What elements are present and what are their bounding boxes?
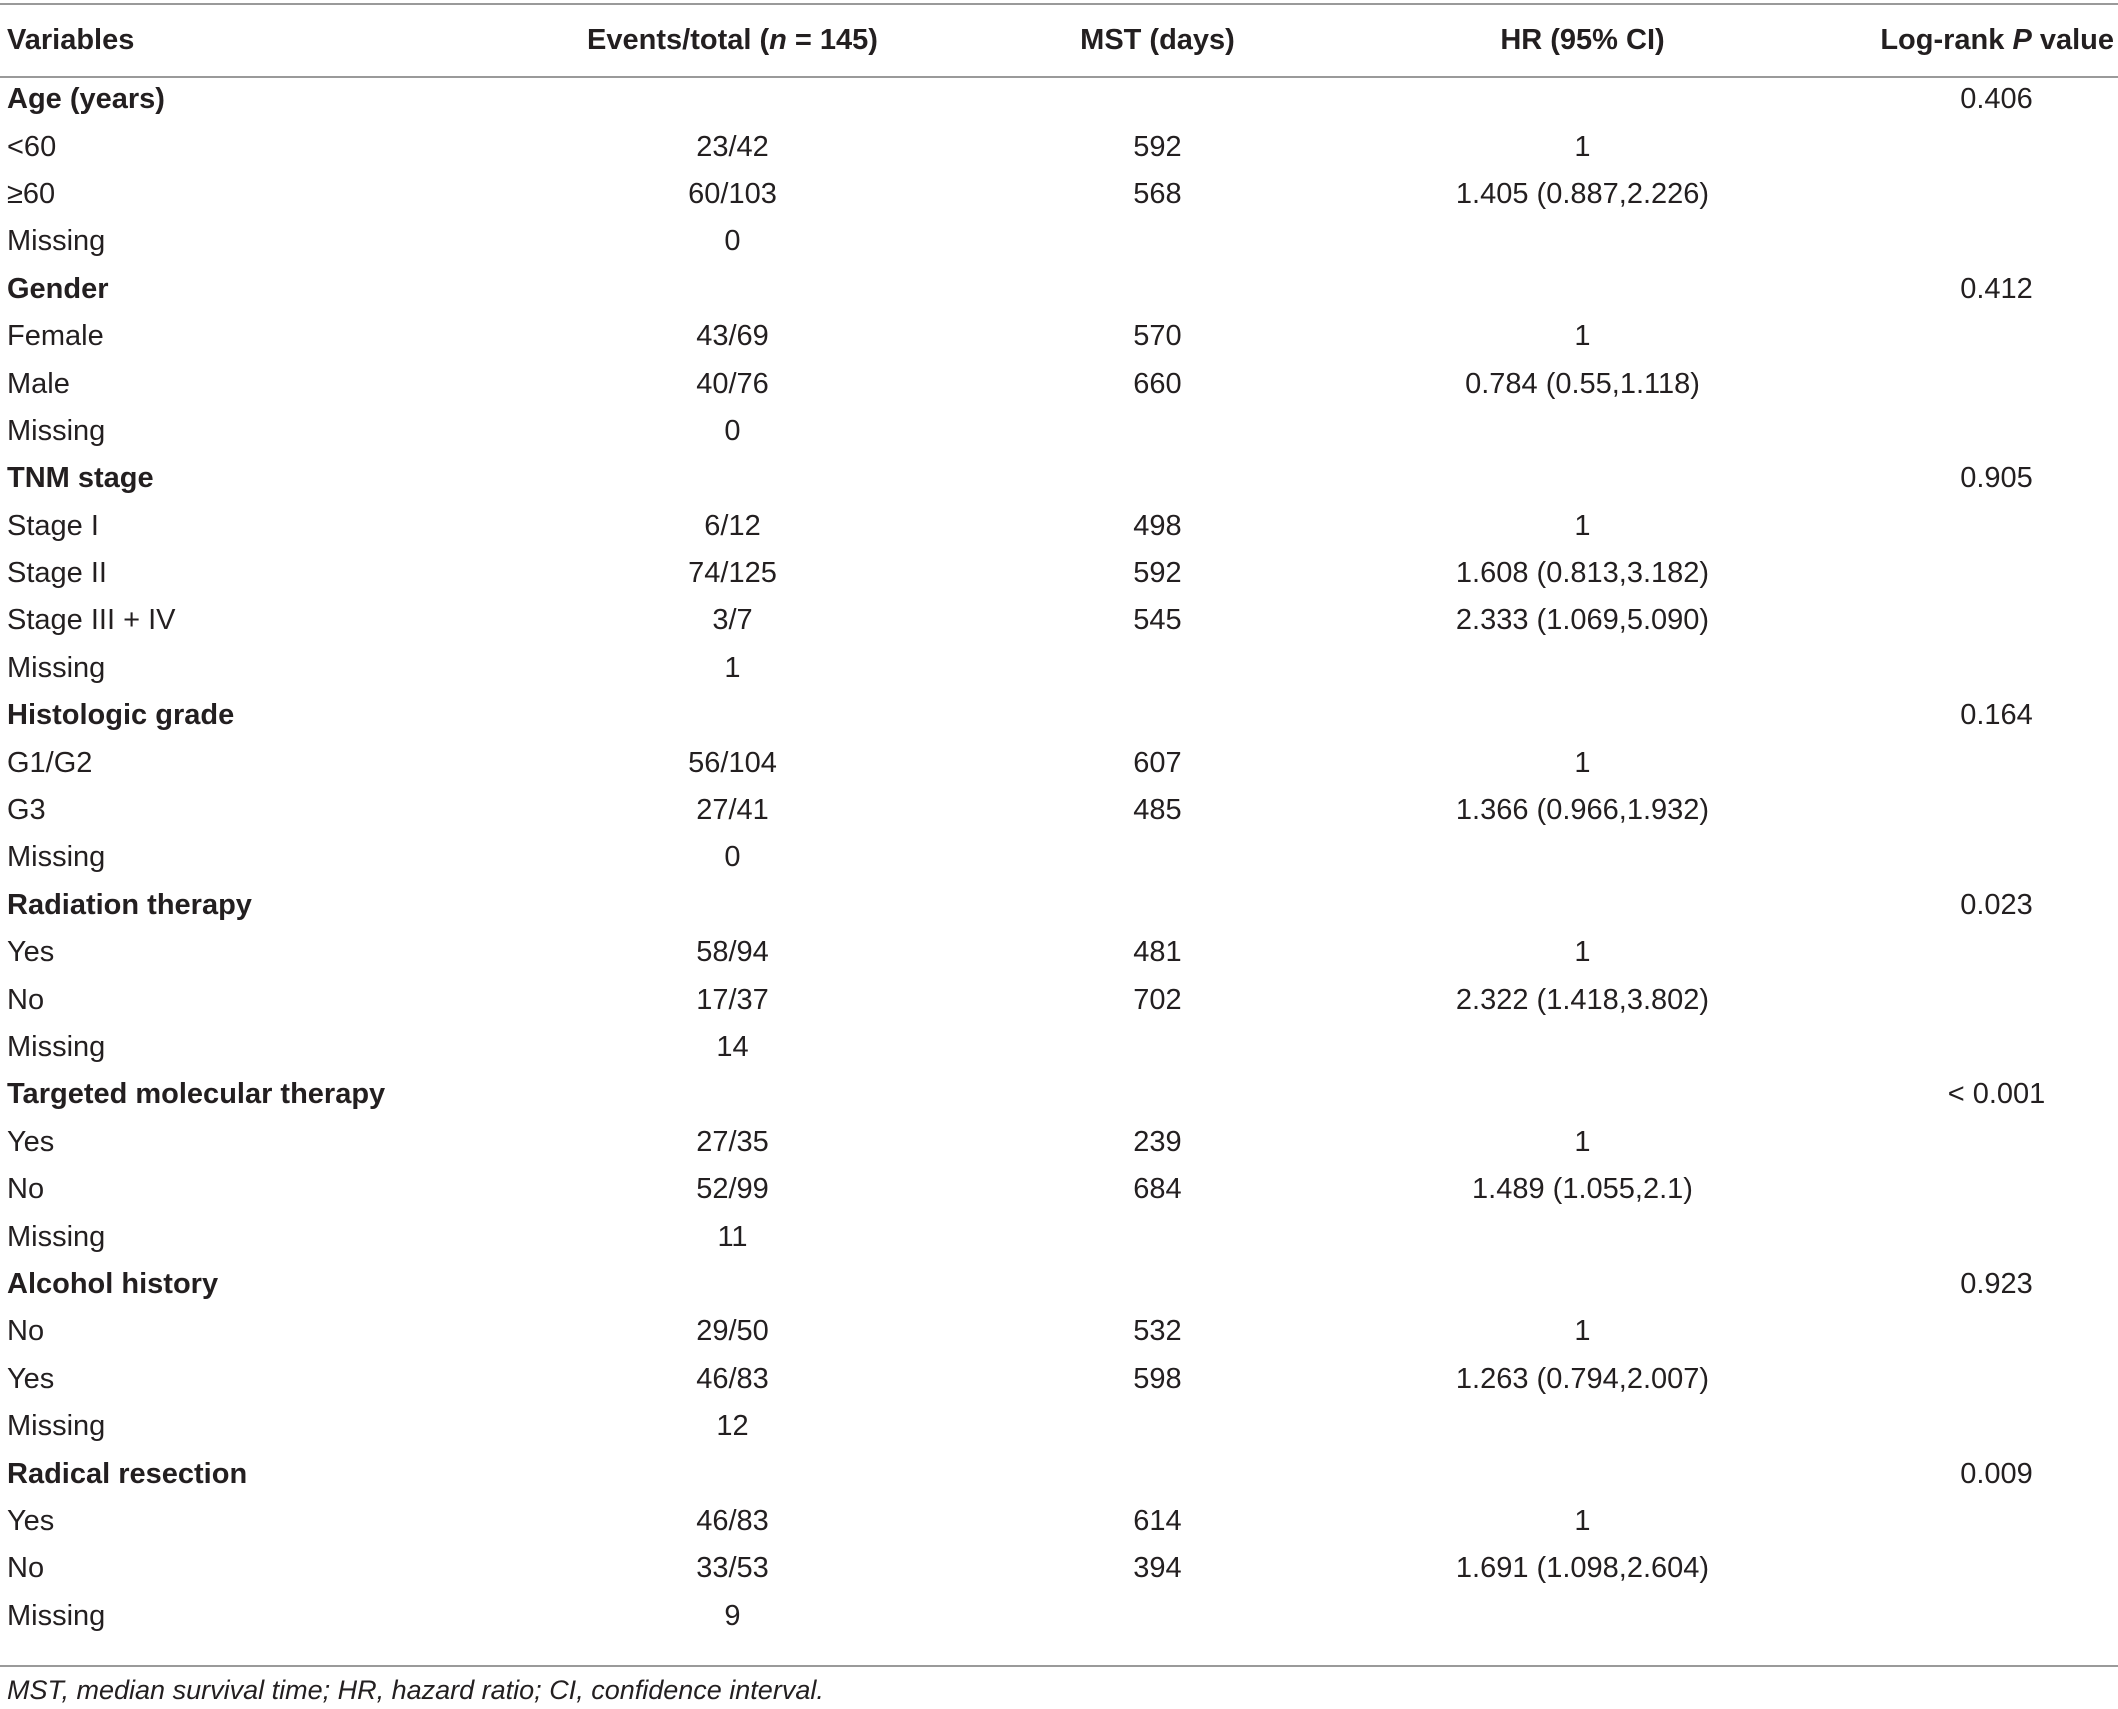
cell-mst: 239 (1133, 1125, 1182, 1158)
table-row (0, 787, 2118, 834)
cell-events-total: 23/42 (696, 130, 769, 163)
cell-events-total: 46/83 (696, 1362, 769, 1395)
cell-hr: 1.489 (1.055,2.1) (1472, 1173, 1693, 1206)
cell-logrank-p (1795, 503, 2118, 550)
cell-mst (945, 1593, 1370, 1640)
table-row (0, 1166, 2118, 1213)
cell-mst (945, 1071, 1370, 1118)
cell-logrank-p (1795, 1166, 2118, 1213)
cell-events-total: 58/94 (696, 936, 769, 969)
cell-variable: Stage II (7, 557, 107, 590)
cell-variable: No (7, 1552, 45, 1585)
cell-variable: Missing (7, 1599, 106, 1632)
cell-mst: 485 (1133, 794, 1182, 827)
cell-events-total: 33/53 (696, 1552, 769, 1585)
cell-hr: 1.263 (0.794,2.007) (1455, 1362, 1710, 1395)
cell-events-total (520, 1071, 945, 1118)
table-row (0, 171, 2118, 218)
cell-events-total (520, 1261, 945, 1308)
cell-variable: Missing (7, 414, 106, 447)
cell-events-total: 17/37 (696, 983, 769, 1016)
cell-logrank-p (1795, 550, 2118, 597)
table-row (0, 1308, 2118, 1355)
cell-variable: ≥60 (7, 177, 56, 210)
cell-hr (1370, 218, 1795, 265)
cell-events-total (520, 1450, 945, 1497)
table-row (0, 1119, 2118, 1166)
cell-variable: No (7, 1315, 45, 1348)
cell-variable: Female (7, 320, 104, 353)
cell-mst: 545 (1133, 604, 1182, 637)
header-p-suffix: value (2031, 24, 2114, 56)
cell-mst: 532 (1133, 1315, 1182, 1348)
cell-mst: 592 (1133, 130, 1182, 163)
cell-mst: 598 (1133, 1362, 1182, 1395)
cell-hr: 1 (1574, 320, 1591, 353)
cell-logrank-p (1795, 218, 2118, 265)
table-row (0, 123, 2118, 170)
cell-events-total: 0 (724, 225, 741, 258)
cell-events-total: 52/99 (696, 1173, 769, 1206)
cell-logrank-p (1795, 123, 2118, 170)
table-row (0, 1545, 2118, 1592)
cell-mst: 570 (1133, 320, 1182, 353)
cell-mst: 394 (1133, 1552, 1182, 1585)
cell-logrank-p: 0.009 (1960, 1457, 2033, 1490)
cell-logrank-p (1795, 597, 2118, 644)
table-header-row (0, 5, 2118, 76)
cell-hr (1370, 692, 1795, 739)
cell-variable: Yes (7, 1125, 55, 1158)
cell-variable: Alcohol history (7, 1267, 219, 1300)
cell-hr (1370, 1450, 1795, 1497)
cell-hr (1370, 1024, 1795, 1071)
cell-hr: 1 (1574, 1315, 1591, 1348)
table-row (0, 408, 2118, 455)
cell-events-total (520, 882, 945, 929)
cell-mst: 592 (1133, 557, 1182, 590)
cell-mst: 568 (1133, 177, 1182, 210)
cell-logrank-p (1795, 1545, 2118, 1592)
cell-events-total: 46/83 (696, 1504, 769, 1537)
table-row (0, 503, 2118, 550)
header-p-italic: P (2012, 24, 2032, 56)
cell-mst (945, 408, 1370, 455)
cell-events-total: 43/69 (696, 320, 769, 353)
cell-events-total: 0 (724, 841, 741, 874)
cell-variable: Missing (7, 1031, 106, 1063)
table-row (0, 1593, 2118, 1640)
header-hr: HR (95% CI) (1500, 24, 1665, 56)
cell-logrank-p (1795, 408, 2118, 455)
cell-hr: 2.333 (1.069,5.090) (1455, 604, 1710, 637)
table-row (0, 1213, 2118, 1260)
table-group-row (0, 882, 2118, 929)
cell-variable: Radical resection (7, 1457, 248, 1490)
header-logrank-p (1795, 5, 2118, 76)
table-row (0, 645, 2118, 692)
header-p-prefix: Log-rank (1880, 24, 2013, 56)
cell-variable: Male (7, 367, 70, 400)
header-events-n: n (769, 24, 787, 56)
cell-events-total (520, 76, 945, 123)
cell-variable: Gender (7, 272, 109, 305)
cell-logrank-p (1795, 1119, 2118, 1166)
cell-variable: G3 (7, 794, 46, 827)
cell-mst (945, 218, 1370, 265)
cell-logrank-p (1795, 1308, 2118, 1355)
cell-mst: 498 (1133, 509, 1182, 542)
cell-hr: 1.366 (0.966,1.932) (1455, 794, 1710, 827)
cell-variable: TNM stage (7, 462, 154, 495)
cell-variable: Missing (7, 1220, 106, 1253)
cell-hr (1370, 408, 1795, 455)
cell-variable: Yes (7, 1362, 55, 1395)
cell-logrank-p (1795, 739, 2118, 786)
cell-events-total: 9 (724, 1599, 741, 1632)
cell-hr: 0.784 (0.55,1.118) (1465, 367, 1700, 400)
table-group-row (0, 76, 2118, 123)
table-row (0, 1356, 2118, 1403)
cell-events-total: 74/125 (688, 557, 777, 590)
cell-events-total (520, 266, 945, 313)
cell-hr (1370, 834, 1795, 881)
cell-logrank-p (1795, 1213, 2118, 1260)
cell-events-total: 3/7 (712, 604, 753, 637)
survival-analysis-table (0, 5, 2118, 1640)
cell-hr: 1 (1574, 936, 1591, 969)
cell-events-total: 27/35 (696, 1125, 769, 1158)
cell-variable: Radiation therapy (7, 888, 252, 921)
cell-events-total: 14 (716, 1031, 749, 1063)
cell-mst (945, 266, 1370, 313)
header-events-total (520, 5, 945, 76)
cell-events-total: 1 (724, 651, 741, 684)
cell-events-total: 12 (716, 1410, 749, 1443)
cell-hr (1370, 76, 1795, 123)
cell-hr: 1 (1574, 1504, 1591, 1537)
cell-logrank-p (1795, 645, 2118, 692)
cell-logrank-p (1795, 834, 2118, 881)
cell-logrank-p (1795, 360, 2118, 407)
cell-hr: 1.691 (1.098,2.604) (1455, 1552, 1710, 1585)
table-group-row (0, 1261, 2118, 1308)
cell-logrank-p: 0.406 (1960, 83, 2033, 116)
cell-events-total: 6/12 (704, 509, 761, 542)
cell-hr (1370, 1261, 1795, 1308)
cell-hr: 1 (1574, 130, 1591, 163)
cell-variable: Missing (7, 1410, 106, 1443)
cell-logrank-p (1795, 1403, 2118, 1450)
cell-logrank-p (1795, 976, 2118, 1023)
cell-hr: 2.322 (1.418,3.802) (1455, 983, 1710, 1016)
cell-mst (945, 692, 1370, 739)
cell-variable: Missing (7, 841, 106, 874)
cell-mst (945, 645, 1370, 692)
cell-events-total: 29/50 (696, 1315, 769, 1348)
cell-events-total (520, 455, 945, 502)
cell-variable: No (7, 983, 45, 1016)
cell-logrank-p: 0.412 (1960, 272, 2033, 305)
cell-hr: 1 (1574, 746, 1591, 779)
cell-logrank-p: 0.905 (1960, 462, 2033, 495)
cell-variable: Stage I (7, 509, 99, 542)
table-group-row (0, 1071, 2118, 1118)
cell-variable: Missing (7, 225, 106, 258)
cell-hr (1370, 1071, 1795, 1118)
cell-hr (1370, 645, 1795, 692)
cell-hr (1370, 1593, 1795, 1640)
cell-mst (945, 1261, 1370, 1308)
header-events-prefix: Events/total ( (587, 24, 770, 56)
header-events-suffix: = 145) (786, 24, 878, 56)
header-variables: Variables (7, 24, 135, 56)
cell-mst: 684 (1133, 1173, 1182, 1206)
cell-logrank-p: < 0.001 (1947, 1078, 2046, 1111)
cell-events-total: 0 (724, 414, 741, 447)
cell-variable: Age (years) (7, 83, 165, 116)
table-row (0, 929, 2118, 976)
cell-logrank-p: 0.164 (1960, 699, 2033, 732)
cell-events-total: 60/103 (688, 177, 777, 210)
table-group-row (0, 455, 2118, 502)
table-row (0, 597, 2118, 644)
cell-mst (945, 882, 1370, 929)
cell-events-total: 56/104 (688, 746, 777, 779)
cell-hr (1370, 1403, 1795, 1450)
header-mst: MST (days) (1080, 24, 1235, 56)
cell-events-total: 27/41 (696, 794, 769, 827)
cell-mst (945, 455, 1370, 502)
cell-logrank-p (1795, 1024, 2118, 1071)
cell-hr: 1 (1574, 1125, 1591, 1158)
cell-mst (945, 1024, 1370, 1071)
table-body (0, 76, 2118, 1640)
table-row (0, 739, 2118, 786)
cell-hr (1370, 1213, 1795, 1260)
cell-variable: G1/G2 (7, 746, 93, 779)
cell-logrank-p (1795, 787, 2118, 834)
cell-variable: <60 (7, 130, 57, 163)
table-row (0, 1403, 2118, 1450)
cell-logrank-p (1795, 313, 2118, 360)
cell-mst: 660 (1133, 367, 1182, 400)
cell-logrank-p: 0.923 (1960, 1267, 2033, 1300)
table-group-row (0, 266, 2118, 313)
table-row (0, 218, 2118, 265)
table-row (0, 313, 2118, 360)
cell-mst (945, 1403, 1370, 1450)
table-row (0, 1024, 2118, 1071)
cell-hr: 1.608 (0.813,3.182) (1455, 557, 1710, 590)
cell-mst: 702 (1133, 983, 1182, 1016)
table-row (0, 976, 2118, 1023)
table-row (0, 834, 2118, 881)
cell-logrank-p (1795, 1498, 2118, 1545)
cell-events-total: 40/76 (696, 367, 769, 400)
cell-mst (945, 1213, 1370, 1260)
cell-variable: Missing (7, 651, 106, 684)
cell-hr (1370, 455, 1795, 502)
cell-hr (1370, 882, 1795, 929)
cell-logrank-p (1795, 1356, 2118, 1403)
table-row (0, 550, 2118, 597)
cell-mst (945, 76, 1370, 123)
cell-mst (945, 834, 1370, 881)
cell-hr: 1 (1574, 509, 1591, 542)
cell-events-total: 11 (717, 1220, 748, 1253)
table-row (0, 1498, 2118, 1545)
cell-variable: Stage III + IV (7, 604, 176, 637)
cell-mst: 614 (1133, 1504, 1182, 1537)
cell-hr: 1.405 (0.887,2.226) (1455, 177, 1710, 210)
cell-variable: Histologic grade (7, 699, 235, 732)
table-row (0, 360, 2118, 407)
table-group-row (0, 692, 2118, 739)
table-bottom-rule (0, 1665, 2118, 1667)
cell-mst (945, 1450, 1370, 1497)
cell-variable: Targeted molecular therapy (7, 1078, 386, 1111)
cell-hr (1370, 266, 1795, 313)
cell-variable: No (7, 1173, 45, 1206)
cell-variable: Yes (7, 936, 55, 969)
cell-variable: Yes (7, 1504, 55, 1537)
cell-events-total (520, 692, 945, 739)
cell-logrank-p: 0.023 (1960, 888, 2033, 921)
cell-logrank-p (1795, 1593, 2118, 1640)
cell-logrank-p (1795, 171, 2118, 218)
cell-mst: 607 (1133, 746, 1182, 779)
table-footnote: MST, median survival time; HR, hazard ratio; CI, confidence interval. (7, 1675, 824, 1705)
cell-mst: 481 (1133, 936, 1182, 969)
table-group-row (0, 1450, 2118, 1497)
cell-logrank-p (1795, 929, 2118, 976)
